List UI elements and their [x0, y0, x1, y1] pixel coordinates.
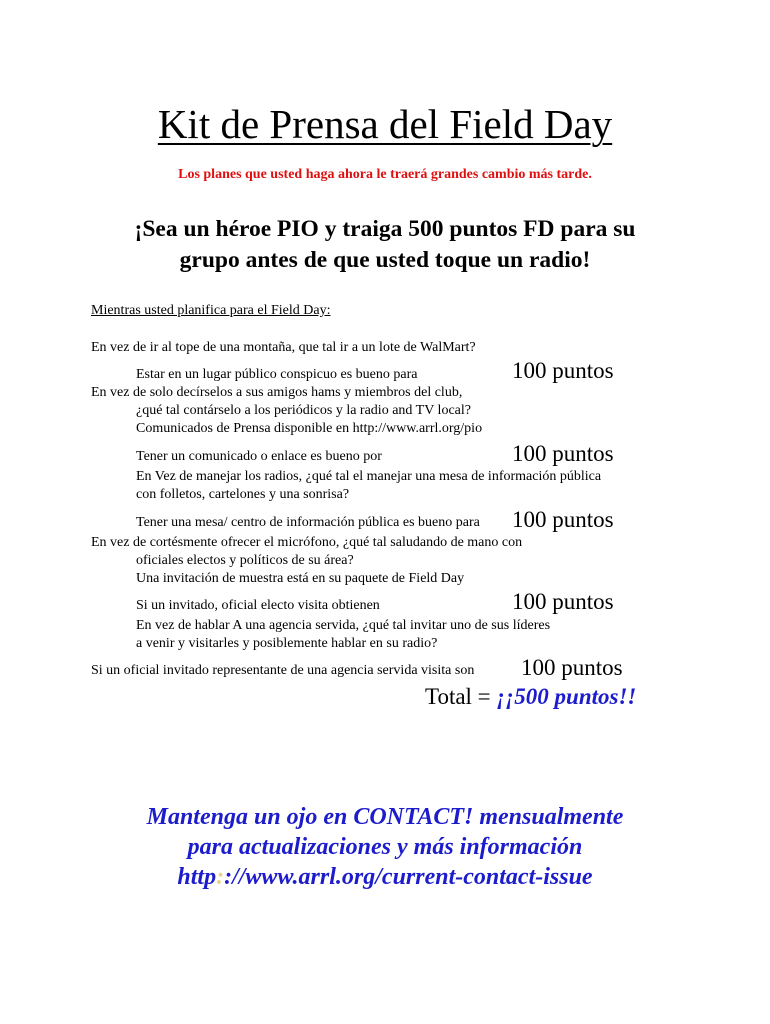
item-2-line-3: Comunicados de Prensa disponible en http://www.arrl.org/pio: [136, 421, 483, 436]
item-1-line-1: En vez de ir al tope de una montaña, que tal ir a un lote de WalMart?: [91, 340, 476, 355]
footer-line-2: para actualizaciones y más información: [187, 834, 583, 860]
page-title: Kit de Prensa del Field Day: [157, 101, 613, 147]
total-value: ¡¡500 puntos!!: [496, 684, 637, 709]
item-3-criterion: Tener una mesa/ centro de información pública es bueno para: [136, 515, 480, 530]
footer-link-scheme: http: [177, 864, 217, 890]
item-3-points: 100 puntos: [512, 507, 614, 532]
item-4-line-2: oficiales electos y políticos de su área?: [136, 553, 354, 568]
item-1-criterion: Estar en un lugar público conspicuo es bueno para: [136, 367, 418, 382]
item-5-line-2: a venir y visitarles y posiblemente hablar en su radio?: [136, 636, 438, 651]
item-2-line-2: ¿qué tal contárselo a los periódicos y la radio and TV local?: [136, 403, 471, 418]
item-5-line-1: En vez de hablar A una agencia servida, ¿qué tal invitar uno de sus líderes: [136, 618, 551, 633]
item-1-points: 100 puntos: [512, 358, 614, 383]
total-label: Total =: [425, 684, 497, 709]
item-4-points: 100 puntos: [512, 589, 614, 614]
item-5-criterion: Si un oficial invitado representante de una agencia servida visita son: [91, 663, 475, 678]
item-4-line-1: En vez de cortésmente ofrecer el micrófono, ¿qué tal saludando de mano con: [91, 535, 523, 550]
item-2-points: 100 puntos: [512, 441, 614, 466]
item-3-line-1: En Vez de manejar los radios, ¿qué tal el manejar una mesa de información pública: [136, 469, 602, 484]
hero-line-2: grupo antes de que usted toque un radio!: [179, 247, 591, 273]
subtitle: Los planes que usted haga ahora le traerá grandes cambio más tarde.: [178, 167, 592, 182]
footer-link-colon: :: [216, 864, 225, 890]
intro-heading: Mientras usted planifica para el Field Day:: [91, 303, 331, 318]
total-line: [425, 684, 636, 710]
footer-line-1: Mantenga un ojo en CONTACT! mensualmente: [146, 804, 624, 830]
item-4-criterion: Si un invitado, oficial electo visita obtienen: [136, 598, 380, 613]
item-3-line-2: con folletos, cartelones y una sonrisa?: [136, 487, 350, 502]
footer-link-rest: ://www.arrl.org/current-contact-issue: [224, 864, 593, 890]
item-2-line-1: En vez de solo decírselos a sus amigos hams y miembros del club,: [91, 385, 463, 400]
item-4-line-3: Una invitación de muestra está en su paquete de Field Day: [136, 571, 465, 586]
item-2-criterion: Tener un comunicado o enlace es bueno por: [136, 449, 382, 464]
item-5-points: 100 puntos: [521, 655, 623, 680]
footer-link[interactable]: [0, 862, 770, 892]
hero-line-1: ¡Sea un héroe PIO y traiga 500 puntos FD para su: [134, 216, 636, 242]
